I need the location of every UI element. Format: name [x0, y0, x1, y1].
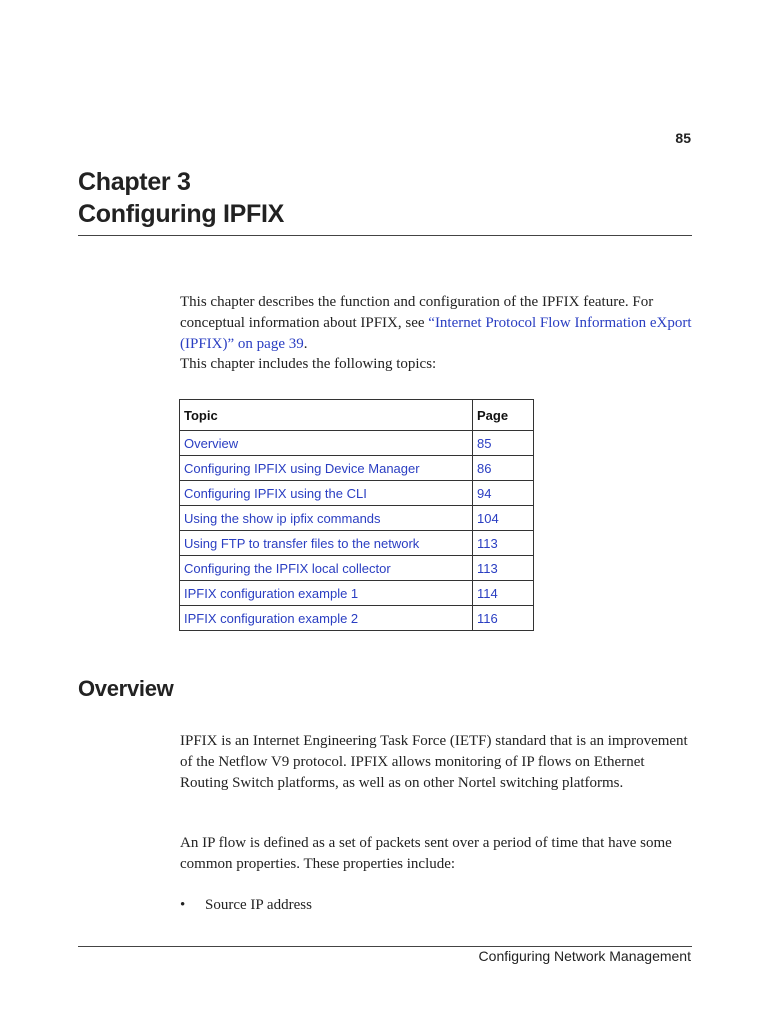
chapter-number: Chapter 3 — [78, 168, 191, 196]
intro-paragraph — [180, 292, 692, 355]
page-link[interactable]: 85 — [473, 431, 534, 456]
chapter-title — [78, 166, 692, 230]
footer-title: Configuring Network Management — [478, 948, 691, 964]
overview-heading: Overview — [78, 676, 174, 701]
chapter-name: Configuring IPFIX — [78, 200, 284, 228]
page-number: 85 — [675, 130, 691, 146]
table-row — [180, 556, 534, 581]
topic-link[interactable]: Using FTP to transfer files to the network — [180, 531, 473, 556]
intro-text: This chapter describes the function and configuration of the IPFIX feature. For conceptual information about IPFIX, see — [180, 294, 654, 331]
topic-link[interactable]: IPFIX configuration example 2 — [180, 606, 473, 631]
page-link[interactable]: 94 — [473, 481, 534, 506]
topics-intro: This chapter includes the following topics: — [180, 356, 437, 372]
page-column-header: Page — [473, 400, 534, 431]
topic-link[interactable]: IPFIX configuration example 1 — [180, 581, 473, 606]
topic-column-header: Topic — [180, 400, 473, 431]
bullet-list-item — [180, 895, 312, 916]
footer-divider — [78, 946, 692, 947]
table-row — [180, 506, 534, 531]
page-link[interactable]: 116 — [473, 606, 534, 631]
topic-link[interactable]: Overview — [180, 431, 473, 456]
overview-paragraph-1: IPFIX is an Internet Engineering Task Force (IETF) standard that is an improvement of the Netflow V9 protocol. IPFIX allows monitoring of IP flows on Ethernet Routing Switch platforms, as well as on other Nortel switching platforms. — [180, 733, 688, 791]
intro-text-end: . — [303, 336, 308, 352]
page-link[interactable]: 114 — [473, 581, 534, 606]
table-row — [180, 456, 534, 481]
bullet-icon: • — [180, 897, 186, 913]
overview-paragraph-2: An IP flow is defined as a set of packets sent over a period of time that have some common properties. These properties include: — [180, 835, 672, 872]
topics-table-body — [180, 431, 534, 631]
table-header-row — [180, 400, 534, 431]
table-row — [180, 581, 534, 606]
page-link[interactable]: 113 — [473, 531, 534, 556]
topics-table — [179, 399, 534, 631]
page-link[interactable]: 104 — [473, 506, 534, 531]
table-row — [180, 481, 534, 506]
topic-link[interactable]: Configuring the IPFIX local collector — [180, 556, 473, 581]
page-link[interactable]: 113 — [473, 556, 534, 581]
topic-link[interactable]: Configuring IPFIX using Device Manager — [180, 456, 473, 481]
table-row — [180, 606, 534, 631]
topic-link[interactable]: Using the show ip ipfix commands — [180, 506, 473, 531]
table-row — [180, 531, 534, 556]
page-link[interactable]: 86 — [473, 456, 534, 481]
bullet-text: Source IP address — [205, 897, 312, 913]
header-divider — [78, 235, 692, 236]
topic-link[interactable]: Configuring IPFIX using the CLI — [180, 481, 473, 506]
table-row — [180, 431, 534, 456]
ipfix-concept-link[interactable]: “Internet Protocol Flow Information eXport (IPFIX)” on page 39 — [180, 315, 692, 352]
